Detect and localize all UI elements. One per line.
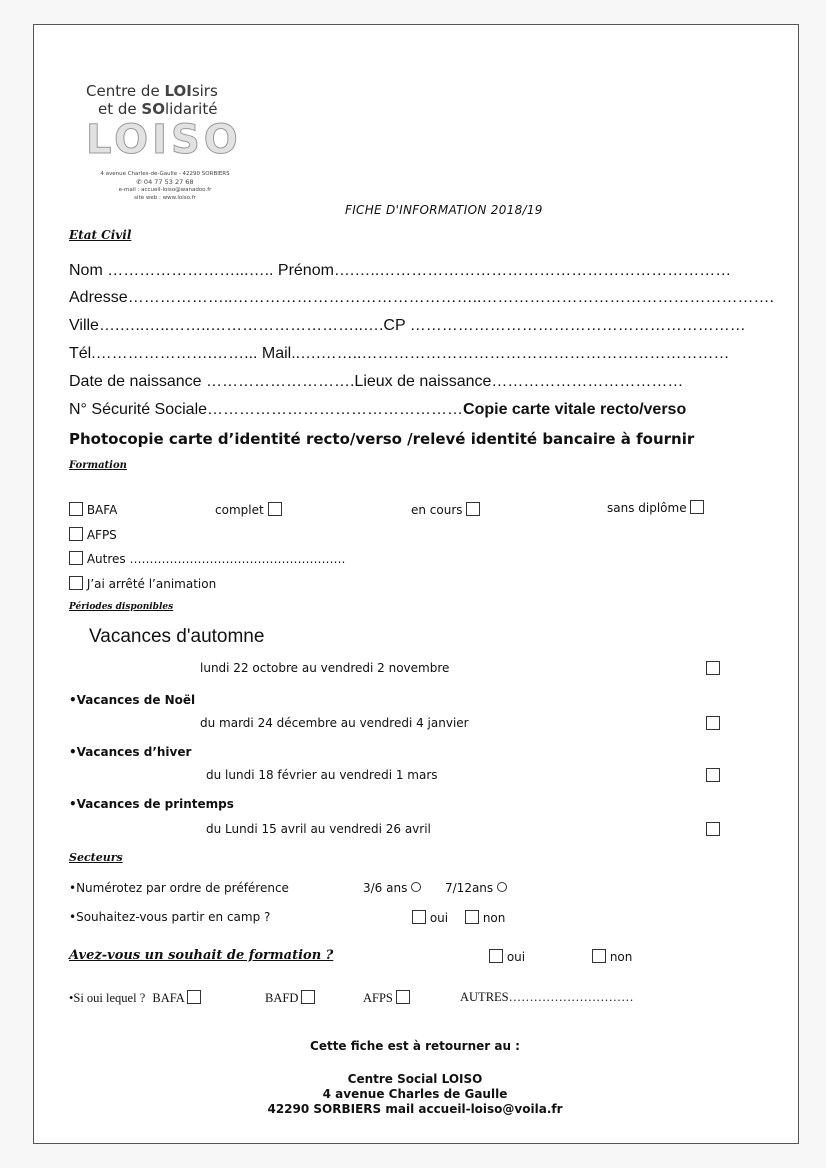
footer-city-mail: 42290 SORBIERS mail accueil-loiso@voila.fr [267, 1102, 563, 1116]
si-oui-row [69, 990, 201, 1006]
age-7-12-option [445, 881, 507, 895]
autres-label[interactable]: Autres ……………………………………………… [86, 552, 346, 566]
souhait-non-label: non [609, 950, 633, 964]
retour-note: Cette fiche est à retourner au : [310, 1039, 520, 1053]
souhait-oui-label: oui [506, 950, 526, 964]
section-formation: Formation [69, 460, 127, 471]
en-cours-label: en cours [411, 503, 463, 517]
complet-label: complet [215, 503, 264, 517]
tel-mail-field[interactable]: Tél.………………….……... Mail..….……..…………………………………………………………… [69, 345, 730, 362]
naissance-field[interactable]: Date de naissance ……………………….Lieux de naissance……………………………… [69, 373, 684, 390]
souhait-afps-option [363, 990, 410, 1006]
footer-centre: Centre Social LOISO [347, 1072, 483, 1086]
souhait-bafa-checkbox[interactable] [187, 990, 201, 1004]
souhait-bafa-label: BAFA [152, 991, 185, 1005]
camp-oui-checkbox[interactable] [412, 910, 426, 924]
camp-non-label: non [482, 911, 506, 925]
adresse-field[interactable]: Adresse………………..………………………………………..………………………………………………. [69, 289, 774, 306]
bafa-checkbox[interactable] [69, 502, 83, 516]
age-3-6-option [363, 881, 421, 895]
automne-title: Vacances d'automne [89, 626, 265, 647]
section-souhait-formation: Avez-vous un souhait de formation ? [69, 948, 334, 963]
noel-title: •Vacances de Noël [69, 693, 196, 707]
age-3-6-radio[interactable] [411, 882, 421, 892]
arrete-label: J’ai arrêté l’animation [86, 577, 217, 591]
en-cours-checkbox[interactable] [466, 502, 480, 516]
souhait-non-option [592, 949, 632, 964]
logo-email: e-mail : accueil-loiso@wanadoo.fr [118, 187, 212, 193]
noel-checkbox[interactable] [706, 716, 720, 730]
photocopie-note: Photocopie carte d’identité recto/verso /relevé identité bancaire à fournir [69, 430, 695, 448]
noel-dates: du mardi 24 décembre au vendredi 4 janvier [200, 716, 469, 730]
document-title: FICHE D'INFORMATION 2018/19 [345, 203, 543, 217]
sans-diplome-checkbox[interactable] [690, 500, 704, 514]
section-secteurs: Secteurs [69, 851, 123, 864]
souhait-autres-field[interactable]: AUTRES………………………… [460, 990, 634, 1004]
arrete-checkbox[interactable] [69, 576, 83, 590]
automne-dates: lundi 22 octobre au vendredi 2 novembre [200, 661, 450, 675]
afps-row [69, 527, 117, 542]
souhait-bafd-option [265, 990, 315, 1006]
camp-oui-label: oui [429, 911, 449, 925]
nom-prenom-field[interactable]: Nom ……………………...….. Prénom….…..………………………………………………………… [69, 262, 732, 279]
logo-address: 4 avenue Charles-de-Gaulle - 42290 SORBIERS [100, 171, 230, 177]
section-etat-civil: Etat Civil [69, 228, 132, 242]
autres-row [69, 551, 345, 566]
logo-phone: ✆ 04 77 53 27 68 [136, 178, 194, 186]
logo-wordmark: LOISO [86, 117, 242, 163]
complet-checkbox[interactable] [268, 502, 282, 516]
souhait-oui-checkbox[interactable] [489, 949, 503, 963]
age-7-12-radio[interactable] [497, 882, 507, 892]
complet-option [215, 502, 282, 517]
souhait-afps-label: AFPS [363, 991, 393, 1005]
logo-line-1: Centre de LOIsirs [86, 82, 218, 100]
sans-diplome-label: sans diplôme [607, 501, 687, 515]
hiver-checkbox[interactable] [706, 768, 720, 782]
hiver-title: •Vacances d’hiver [69, 745, 192, 759]
en-cours-option [411, 502, 480, 517]
printemps-title: •Vacances de printemps [69, 797, 234, 811]
secu-field[interactable] [69, 401, 686, 419]
logo-web: site web : www.loiso.fr [134, 195, 196, 201]
age-7-12-label: 7/12ans [445, 881, 494, 895]
camp-oui-option [412, 910, 448, 925]
numerotez-label: •Numérotez par ordre de préférence [69, 881, 289, 895]
camp-non-option [465, 910, 505, 925]
souhait-non-checkbox[interactable] [592, 949, 606, 963]
secu-text: N° Sécurité Sociale…………………………………………Copie carte vitale recto/verso [69, 401, 687, 418]
hiver-dates: du lundi 18 février au vendredi 1 mars [206, 768, 438, 782]
si-oui-label: •Si oui lequel ? [69, 991, 146, 1005]
afps-label: AFPS [86, 528, 117, 542]
footer-street: 4 avenue Charles de Gaulle [322, 1087, 508, 1101]
arrete-row [69, 576, 216, 591]
souhait-bafd-label: BAFD [265, 991, 299, 1005]
age-3-6-label: 3/6 ans [363, 881, 408, 895]
ville-cp-field[interactable]: Ville….…..…..……..………………………..….CP ……………………………………………………… [69, 317, 746, 334]
afps-checkbox[interactable] [69, 527, 83, 541]
camp-label: •Souhaitez-vous partir en camp ? [69, 910, 271, 924]
camp-non-checkbox[interactable] [465, 910, 479, 924]
copie-vitale-note: Copie carte vitale recto/verso [463, 401, 687, 418]
logo-contact [72, 170, 258, 202]
souhait-afps-checkbox[interactable] [396, 990, 410, 1004]
bafa-row [69, 502, 117, 517]
souhait-oui-option [489, 949, 525, 964]
logo-line-2: et de SOlidarité [98, 100, 218, 118]
autres-checkbox[interactable] [69, 551, 83, 565]
bafa-label: BAFA [86, 503, 118, 517]
souhait-bafd-checkbox[interactable] [301, 990, 315, 1004]
sans-diplome-option [607, 500, 704, 515]
printemps-checkbox[interactable] [706, 822, 720, 836]
section-periodes: Périodes disponibles [69, 602, 174, 612]
printemps-dates: du Lundi 15 avril au vendredi 26 avril [206, 822, 431, 836]
automne-checkbox[interactable] [706, 661, 720, 675]
